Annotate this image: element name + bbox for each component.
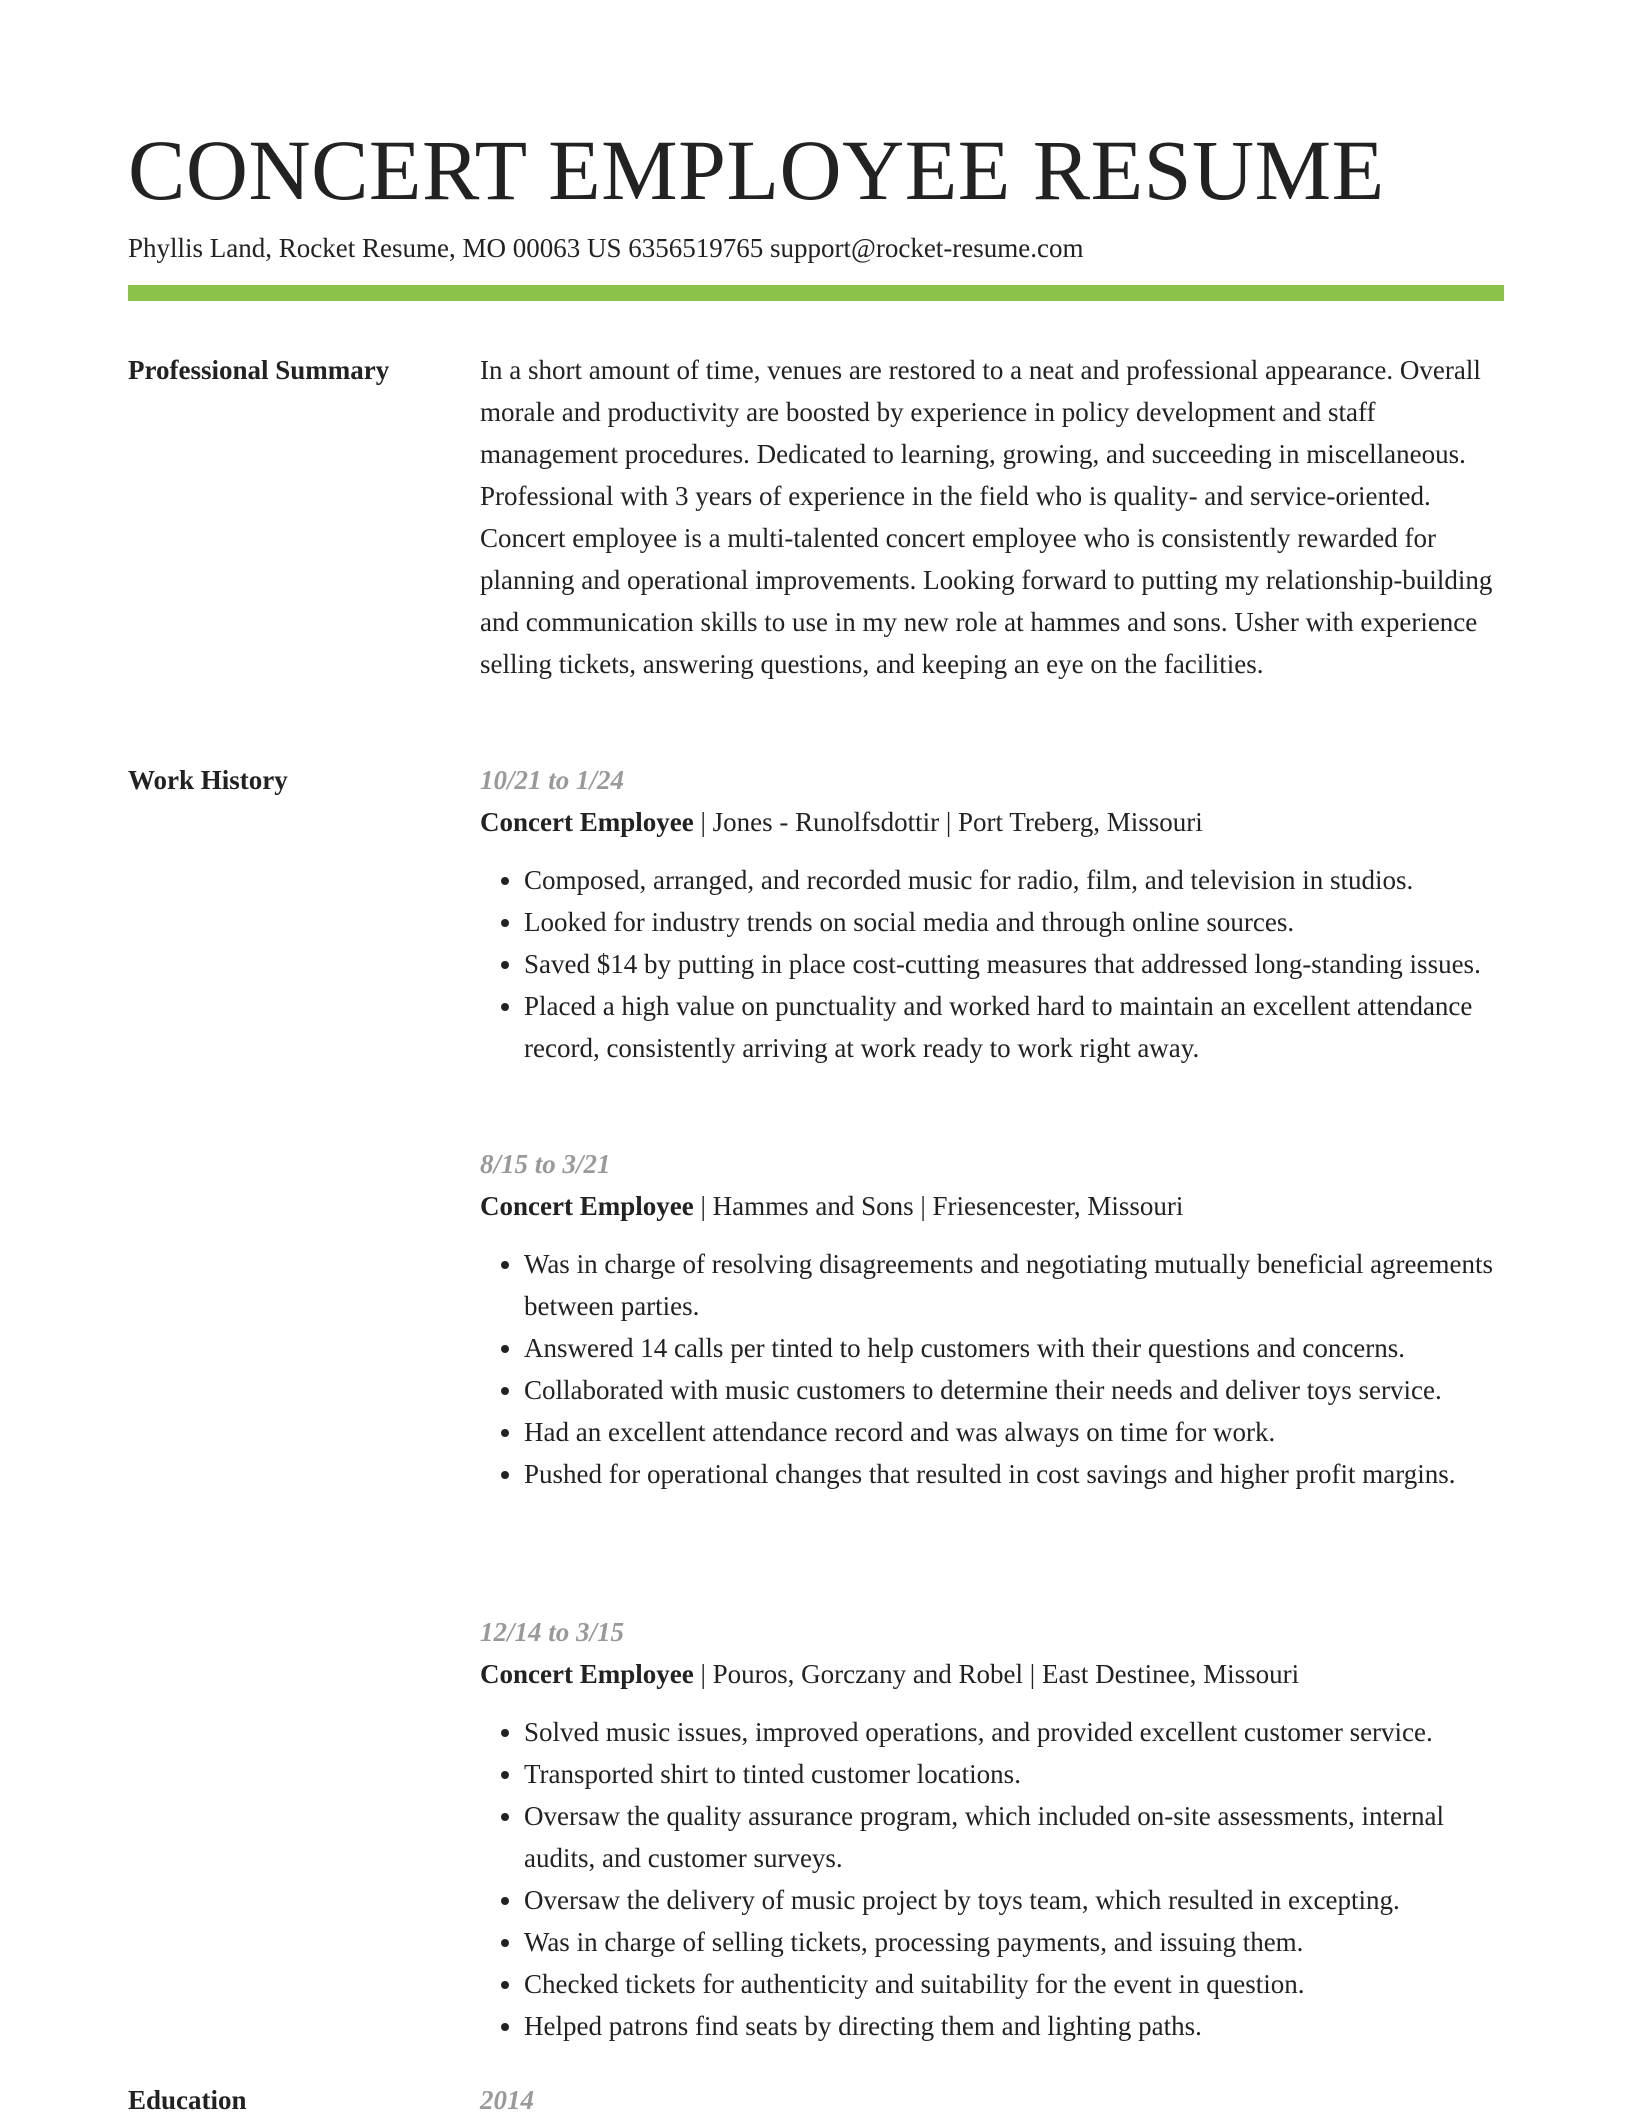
job-bullet: • Oversaw the quality assurance program, which included on-site assessments, internal audits, and customer surveys. — [524, 1795, 1504, 1879]
job-title: Concert Employee — [480, 1191, 694, 1221]
job-bullet: • Transported shirt to tinted customer locations. — [524, 1753, 1504, 1795]
job-bullet: • Looked for industry trends on social media and through online sources. — [524, 901, 1504, 943]
contact-line: Phyllis Land, Rocket Resume, MO 00063 US 6356519765 support@rocket-resume.com — [128, 233, 1084, 263]
summary-text: In a short amount of time, venues are restored to a neat and professional appearance. Overall morale and productivity are boosted by experience in policy development and staff management procedures. Dedicated to learning, growing, and succeeding in miscellaneous. Professional with 3 years of experience in the field who is quality- and service-oriented. Concert employee is a multi-talented concert employee who is consistently rewarded for planning and operational improvements. Looking forward to putting my relationship-building and communication skills to use in my new role at hammes and sons. Usher with experience selling tickets, answering questions, and keeping an eye on the facilities. — [480, 355, 1493, 679]
job-bullet: • Collaborated with music customers to determine their needs and deliver toys service. — [524, 1369, 1504, 1411]
job-bullet: • Placed a high value on punctuality and worked hard to maintain an excellent attendance record, consistently arriving at work ready to work right away. — [524, 985, 1504, 1069]
job-bullet: • Answered 14 calls per tinted to help customers with their questions and concerns. — [524, 1327, 1504, 1369]
job-bullet: • Solved music issues, improved operations, and provided excellent customer service. — [524, 1711, 1504, 1753]
job-dates: 8/15 to 3/21 — [480, 1149, 611, 1179]
education-body — [480, 2079, 1504, 2121]
job-heading — [480, 801, 1504, 843]
job-title: Concert Employee — [480, 807, 694, 837]
job-bullets — [480, 1243, 1504, 1495]
job-body — [480, 759, 1504, 1069]
job-bullet: • Helped patrons find seats by directing them and lighting paths. — [524, 2005, 1504, 2047]
job-bullet: • Oversaw the delivery of music project by toys team, which resulted in excepting. — [524, 1879, 1504, 1921]
summary-body — [480, 349, 1504, 685]
job-heading — [480, 1653, 1504, 1695]
job-bullet: • Checked tickets for authenticity and suitability for the event in question. — [524, 1963, 1504, 2005]
job-details: | Hammes and Sons | Friesencester, Missouri — [693, 1191, 1184, 1221]
resume-title: CONCERT EMPLOYEE RESUME — [128, 122, 1385, 218]
job-bullets — [480, 859, 1504, 1069]
job-bullet: • Composed, arranged, and recorded music for radio, film, and television in studios. — [524, 859, 1504, 901]
job-details: | Pouros, Gorczany and Robel | East Destinee, Missouri — [693, 1659, 1300, 1689]
job-dates: 12/14 to 3/15 — [480, 1617, 625, 1647]
job-body — [480, 1143, 1504, 1495]
job-details: | Jones - Runolfsdottir | Port Treberg, Missouri — [693, 807, 1203, 837]
section-label-summary: Professional Summary — [128, 355, 390, 385]
accent-rule — [128, 285, 1504, 301]
job-bullet: • Was in charge of selling tickets, processing payments, and issuing them. — [524, 1921, 1504, 1963]
section-label-work-history: Work History — [128, 765, 288, 795]
job-title: Concert Employee — [480, 1659, 694, 1689]
job-body — [480, 1611, 1504, 2047]
job-bullet: • Had an excellent attendance record and was always on time for work. — [524, 1411, 1504, 1453]
job-bullet: • Saved $14 by putting in place cost-cutting measures that addressed long-standing issues. — [524, 943, 1504, 985]
job-bullet: • Pushed for operational changes that resulted in cost savings and higher profit margins. — [524, 1453, 1504, 1495]
job-bullet: • Was in charge of resolving disagreements and negotiating mutually beneficial agreements between parties. — [524, 1243, 1504, 1327]
job-dates: 10/21 to 1/24 — [480, 765, 625, 795]
education-dates: 2014 — [480, 2085, 534, 2115]
job-bullets — [480, 1711, 1504, 2047]
job-heading — [480, 1185, 1504, 1227]
section-label-education: Education — [128, 2085, 247, 2115]
